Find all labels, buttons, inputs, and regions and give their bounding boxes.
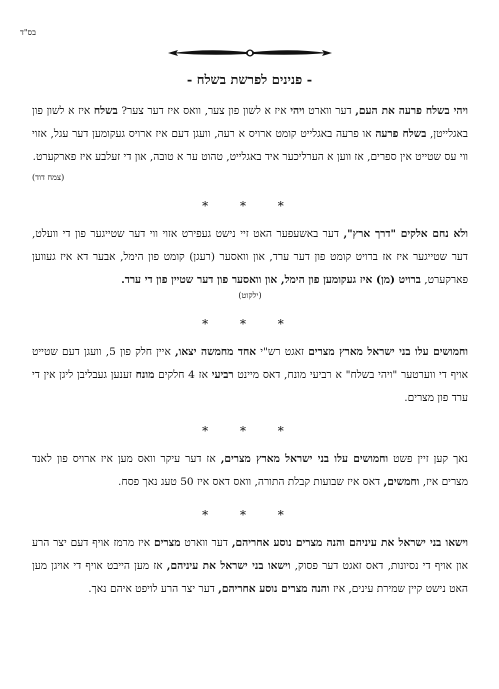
bold-phrase: וחמושים עלו בני ישראל מארץ מצרים bbox=[308, 346, 468, 358]
text-run: אז מען הייבט אויף די אויגן מען האט נישט קיין שמירת עינים, איז bbox=[32, 560, 468, 595]
text-run: איז מרמז אויף דעם יצר הרע און אויף די נסיונות, דאס זאגט דער פסוק, bbox=[32, 537, 468, 572]
bold-phrase: וחמושים עלו בני ישראל מארץ מצרים, bbox=[220, 453, 389, 465]
text-run: דער באשעפער האט זיי נישט געפירט אזוי ווי דער שטייגער פון די וועלט, דער שטייגער איז אז ברויט קומט פון דער ערד, און וואסער (רעגן) קומט פון הימל, אבער דא איז געווען פארקערט, bbox=[32, 228, 468, 286]
section-separator: * * * bbox=[202, 508, 298, 522]
bold-phrase: וחמשים, bbox=[383, 476, 420, 488]
bold-phrase: בשלח פרעה bbox=[375, 128, 427, 140]
bold-phrase: ויהי bbox=[290, 105, 305, 117]
text-run: דער ווארט bbox=[304, 105, 356, 117]
text-run: או פרעה באגלייט קומט ארויס א רעה, וועגן דעם איז ארויס געקומען דער עגל, אזוי ווי עס שטייט אין ספרים, אז ווען א הערליכער איד באגלייט, טהוט ער א טובה, און די זעלבע איז פארקערט. bbox=[32, 128, 468, 163]
text-run: איז א לשון פון צער, וואס איז דער צער? bbox=[117, 105, 291, 117]
source-citation: (צמח דוד) bbox=[32, 173, 65, 182]
section-paragraph bbox=[32, 341, 468, 410]
page-title: - פנינים לפרשת בשלח - bbox=[186, 73, 313, 88]
source-citation: (ילקוט) bbox=[238, 291, 262, 300]
bold-phrase: מונח bbox=[135, 369, 155, 381]
bold-phrase: ולא נחם אלקים "דרך ארץ", bbox=[343, 228, 468, 240]
text-run: נאך קען זיין פשט bbox=[388, 453, 468, 465]
section-paragraph bbox=[32, 100, 468, 169]
text-run: דער ווארט bbox=[180, 537, 232, 549]
text-run: זאגט רש"י bbox=[256, 346, 309, 358]
text-run: זענען געבליבן ליגן אין די ערד פון מצרים. bbox=[32, 369, 468, 404]
bold-phrase: ברויט (מן) איז געקומען פון הימל, און וואסער פון דער שטיין פון די ערד. bbox=[121, 274, 421, 286]
section-separator: * * * bbox=[202, 317, 298, 331]
section-separator: * * * bbox=[202, 424, 298, 438]
content-body bbox=[32, 100, 468, 601]
bold-phrase: והנה מצרים נוסע אחריהם, bbox=[218, 583, 330, 595]
section-paragraph bbox=[32, 448, 468, 494]
text-run: אז 4 חלקים bbox=[154, 369, 212, 381]
bold-phrase: ויהי בשלח פרעה את העם, bbox=[355, 105, 468, 117]
bold-phrase: רביעי bbox=[211, 369, 234, 381]
bold-phrase: אחד מחמשה יצאו, bbox=[174, 346, 257, 358]
ornament-divider-icon bbox=[168, 44, 332, 62]
bold-phrase: מצרים bbox=[154, 537, 181, 549]
section-separator: * * * bbox=[202, 199, 298, 213]
bsd-header: בס"ד bbox=[20, 28, 36, 37]
text-run: איז א לשון פון באגלייטן, bbox=[32, 105, 468, 140]
section-paragraph bbox=[32, 223, 468, 292]
bold-phrase: וישאו בני ישראל את עיניהם והנה מצרים נוסע אחריהם, bbox=[231, 537, 469, 549]
bold-phrase: וישאו בני ישראל את עיניהם, bbox=[166, 560, 291, 572]
text-run: אז דער עיקר וואס מען איז ארויס פון לאנד מצרים איז, bbox=[32, 453, 468, 488]
bold-phrase: בשלח bbox=[93, 105, 118, 117]
text-run: איין חלק פון 5, וועגן דעם שטייט אויף די ווערטער "ויהי בשלח" א רביעי מונח, דאס מיינט bbox=[32, 346, 468, 381]
section-paragraph bbox=[32, 532, 468, 601]
text-run: דער יצר הרע לויפט איהם נאך. bbox=[88, 583, 219, 595]
text-run: דאס איז שבועות קבלת התורה, וואס דאס איז 50 טעג נאך פסח. bbox=[117, 476, 384, 488]
